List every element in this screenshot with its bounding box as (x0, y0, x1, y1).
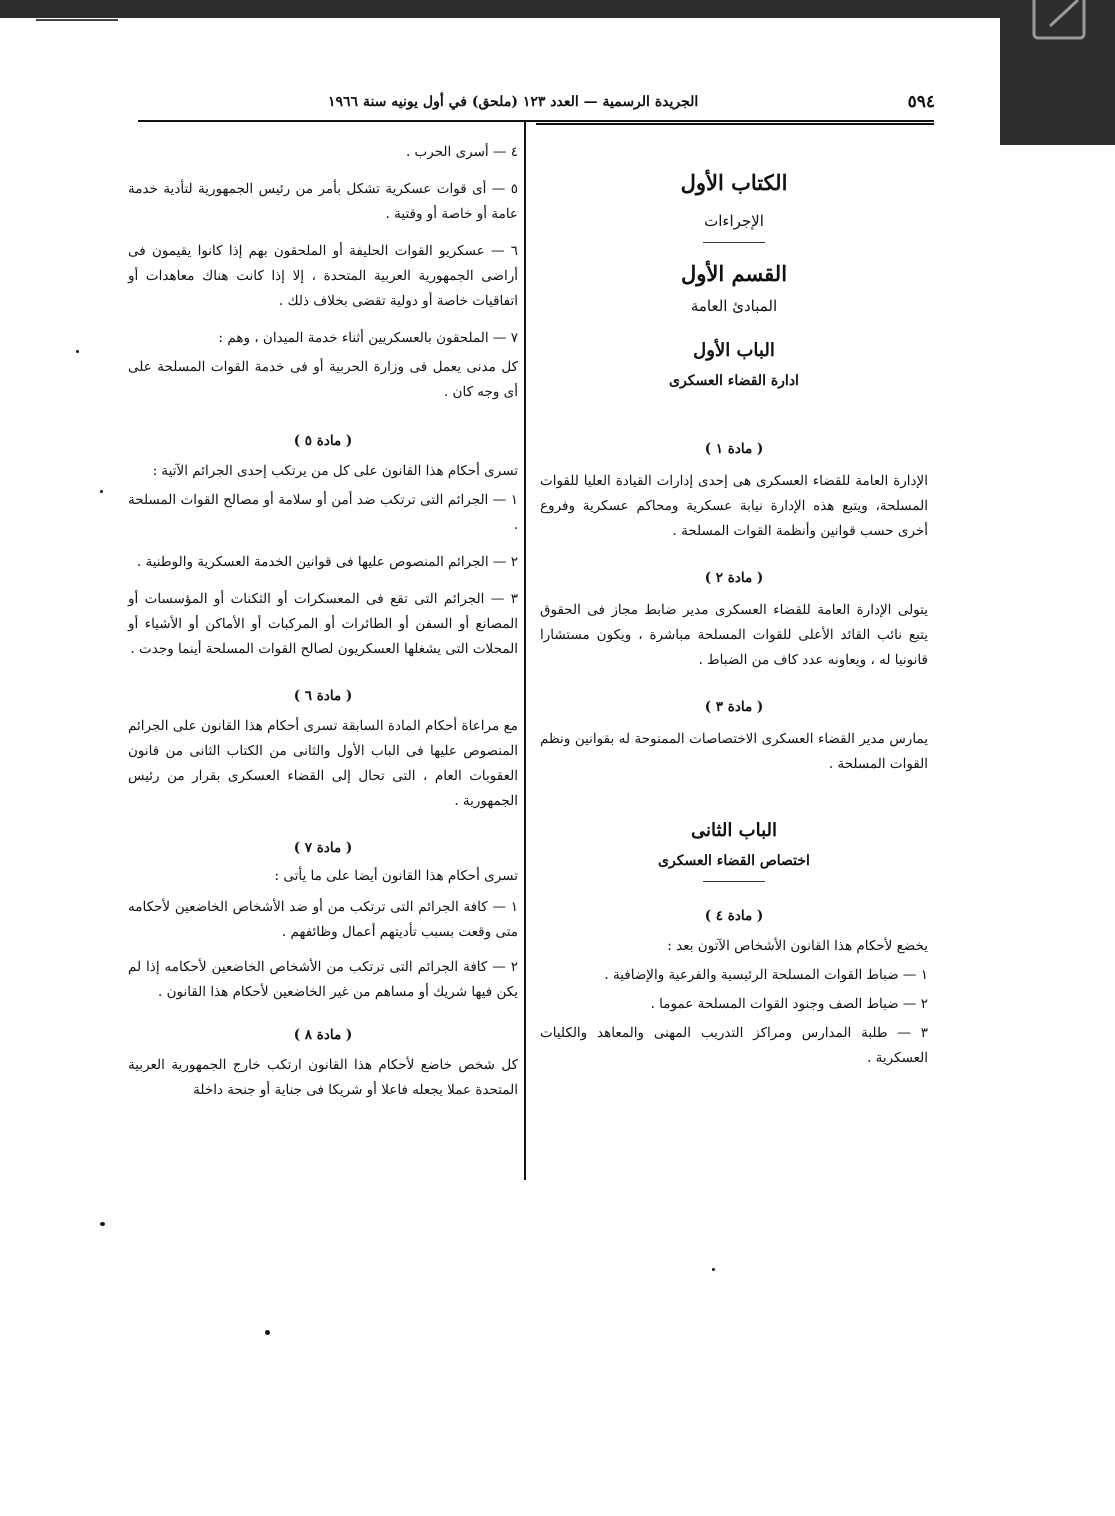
section-subtitle: المبادئ العامة (690, 297, 778, 315)
viewer-top-bar (0, 0, 1115, 18)
article-4-item: ٥ — أى قوات عسكرية تشكل بأمر من رئيس الجمهورية لتأدية خدمة عامة أو خاصة أو وقتية . (128, 181, 518, 222)
divider-rule (703, 881, 765, 882)
print-speck (100, 1222, 105, 1226)
article-4-label: ( مادة ٤ ) (704, 908, 764, 924)
chapter-1-subtitle: ادارة القضاء العسكرى (669, 373, 799, 389)
book-subtitle: الإجراءات (704, 212, 764, 230)
article-4-item: ٧ — الملحقون بالعسكريين أثناء خدمة الميدان ، وهم : (218, 330, 518, 346)
article-5-item: ١ — الجرائم التى ترتكب ضد أمن أو سلامة أو مصالح القوات المسلحة . (128, 492, 518, 533)
article-4-item: كل مدنى يعمل فى وزارة الحربية أو فى خدمة القوات المسلحة على أى وجه كان . (128, 359, 518, 400)
print-speck (100, 490, 103, 493)
article-8-label: ( مادة ٨ ) (293, 1027, 353, 1043)
chapter-2-subtitle: اختصاص القضاء العسكرى (658, 853, 810, 869)
article-4-intro: يخضع لأحكام هذا القانون الأشخاص الآتون بعد : (667, 938, 928, 954)
chapter-2-title: الباب الثانى (690, 820, 778, 841)
chapter-1-title: الباب الأول (693, 340, 775, 361)
top-bar-underline (36, 19, 118, 21)
article-2-text: يتولى الإدارة العامة للقضاء العسكرى مدير ضابط مجاز فى الحقوق يتبع نائب القائد الأعلى للقوات المسلحة مباشرة ، ويكون مستشارا قانونيا له ، ويعاونه عدد كاف من الضباط . (540, 602, 928, 668)
page-number: ٥٩٤ (907, 92, 935, 112)
article-7-label: ( مادة ٧ ) (293, 840, 353, 856)
article-4-item: ٢ — ضباط الصف وجنود القوات المسلحة عموما . (650, 996, 928, 1012)
article-6-text: مع مراعاة أحكام المادة السابقة تسرى أحكام هذا القانون على الجرائم المنصوص عليها فى الباب الأول والثانى من الكتاب الثانى من قانون العقوبات العام ، التى تحال إلى القضاء العسكرى بقرار من رئيس الجمهورية . (128, 718, 518, 809)
article-8-text: كل شخص خاضع لأحكام هذا القانون ارتكب خارج الجمهورية العربية المتحدة عملا يجعله فاعلا أو شريكا فى جناية أو جنحة داخلة (128, 1057, 518, 1098)
article-4-item: ١ — ضباط القوات المسلحة الرئيسية والفرعية والإضافية . (604, 967, 928, 983)
article-5-label: ( مادة ٥ ) (293, 433, 353, 449)
edit-icon[interactable] (1032, 0, 1086, 40)
page-header (140, 88, 935, 118)
print-speck (712, 1268, 715, 1271)
article-6-label: ( مادة ٦ ) (293, 688, 353, 704)
print-speck (265, 1330, 270, 1335)
article-5-intro: تسرى أحكام هذا القانون على كل من يرتكب إحدى الجرائم الآتية : (152, 463, 518, 479)
article-7-item: ١ — كافة الجرائم التى ترتكب من أو ضد الأشخاص الخاضعين لأحكامه متى وقعت بسبب تأديتهم أعمال وظائفهم . (128, 899, 518, 940)
article-5-item: ٢ — الجرائم المنصوص عليها فى قوانين الخدمة العسكرية والوطنية . (136, 554, 518, 570)
article-3-text: يمارس مدير القضاء العسكرى الاختصاصات الممنوحة له بقوانين ونظم القوات المسلحة . (540, 731, 928, 772)
article-2-label: ( مادة ٢ ) (704, 570, 764, 586)
article-1-label: ( مادة ١ ) (704, 441, 764, 457)
article-3-label: ( مادة ٣ ) (704, 699, 764, 715)
divider-rule (703, 242, 765, 243)
book-title: الكتاب الأول (680, 170, 788, 195)
article-1-text: الإدارة العامة للقضاء العسكرى هى إحدى إدارات القيادة العليا للقوات المسلحة، ويتبع هذه الإدارة نيابة عسكرية ومحاكم عسكرية وفروع أخرى حسب قوانين وأنظمة القوات المسلحة . (540, 473, 928, 539)
article-4-item: ٣ — طلبة المدارس ومراكز التدريب المهنى والمعاهد والكليات العسكرية . (540, 1025, 928, 1066)
article-5-item: ٣ — الجرائم التى تقع فى المعسكرات أو الثكنات أو المؤسسات أو المصانع أو السفن أو الطائرات أو المركبات أو الأماكن أو الأشياء أو المحلات التى يشغلها العسكريون لصالح القوات المسلحة أينما وجدت . (128, 591, 518, 657)
left-column (128, 140, 518, 1103)
print-speck (76, 350, 79, 353)
gazette-header-title: الجريدة الرسمية — العدد ١٢٣ (ملحق) في أول يونيه سنة ١٩٦٦ (328, 94, 699, 110)
article-7-intro: تسرى أحكام هذا القانون أيضا على ما يأتى : (274, 868, 518, 884)
article-7-item: ٢ — كافة الجرائم التى ترتكب من الأشخاص الخاضعين لأحكامه إذا لم يكن فيها شريك أو مساهم من غير الخاضعين لأحكام هذا القانون . (128, 959, 518, 1000)
article-4-item: ٤ — أسرى الحرب . (405, 144, 518, 160)
header-rule (138, 120, 934, 122)
column-divider (524, 122, 526, 1180)
right-column (540, 140, 928, 1071)
section-title: القسم الأول (680, 261, 788, 286)
header-rule-secondary (536, 123, 934, 125)
edit-panel[interactable] (1000, 0, 1115, 145)
article-4-item: ٦ — عسكريو القوات الحليفة أو الملحقون بهم إذا كانوا يقيمون فى أراضى الجمهورية العربية المتحدة ، إلا إذا كانت هناك معاهدات أو اتفاقيات خاصة أو دولية تقضى بخلاف ذلك . (128, 243, 518, 309)
